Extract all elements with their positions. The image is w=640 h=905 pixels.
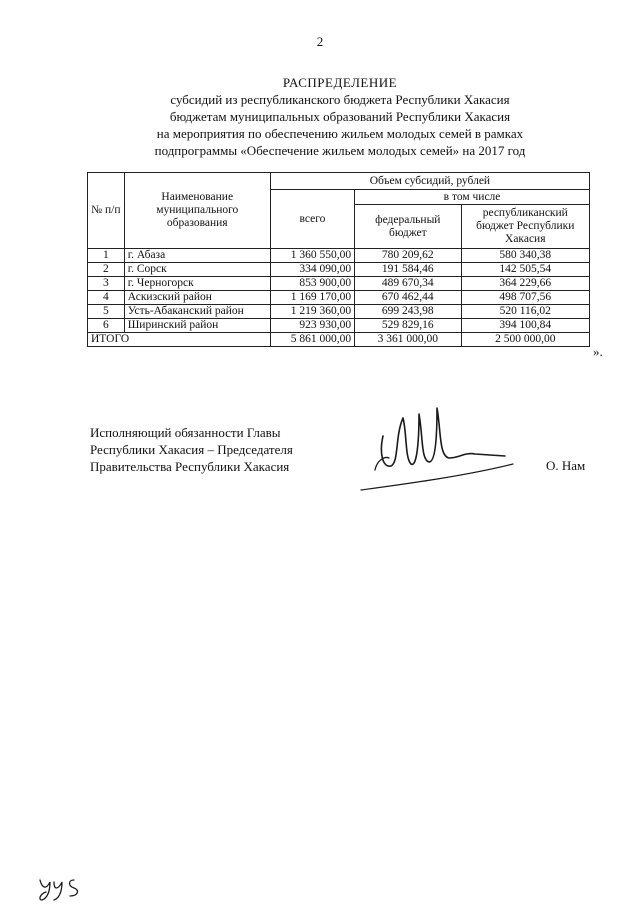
table-row: [88, 263, 590, 277]
row-num: 5: [88, 305, 125, 319]
signatory-line-2: Республики Хакасия – Председателя: [90, 442, 293, 457]
header-volume: Объем субсидий, рублей: [270, 173, 589, 190]
row-name: г. Черногорск: [124, 277, 270, 291]
closing-quote: ».: [593, 344, 603, 359]
row-num: 3: [88, 277, 125, 291]
row-name: Ширинский район: [124, 319, 270, 333]
header-total: всего: [270, 190, 354, 249]
row-federal: 191 584,46: [355, 263, 461, 277]
row-federal: 489 670,34: [355, 277, 461, 291]
subsidy-table: [87, 172, 590, 347]
row-total: 1 219 360,00: [270, 305, 354, 319]
handwritten-signature: [355, 396, 515, 496]
row-num: 2: [88, 263, 125, 277]
row-num: 6: [88, 319, 125, 333]
row-num: 1: [88, 249, 125, 263]
title-heading: РАСПРЕДЕЛЕНИЕ: [282, 75, 398, 90]
row-federal: 699 243,98: [355, 305, 461, 319]
row-total: 1 360 550,00: [270, 249, 354, 263]
totals-row: [88, 333, 590, 347]
row-republican: 142 505,54: [461, 263, 589, 277]
signatory-line-1: Исполняющий обязанности Главы: [90, 425, 281, 440]
row-name: Усть-Абаканский район: [124, 305, 270, 319]
row-total: 853 900,00: [270, 277, 354, 291]
row-republican: 364 229,66: [461, 277, 589, 291]
row-total: 1 169 170,00: [270, 291, 354, 305]
title-line-2: бюджетам муниципальных образований Республики Хакасия: [169, 109, 511, 124]
document-title: [60, 74, 620, 159]
title-line-4: подпрограммы «Обеспечение жильем молодых семей» на 2017 год: [154, 143, 526, 158]
row-republican: 498 707,56: [461, 291, 589, 305]
row-federal: 670 462,44: [355, 291, 461, 305]
page-number: 2: [316, 34, 324, 49]
row-federal: 780 209,62: [355, 249, 461, 263]
row-total: 923 930,00: [270, 319, 354, 333]
table-row: [88, 319, 590, 333]
row-republican: 580 340,38: [461, 249, 589, 263]
header-name: Наименование муниципального образования: [124, 173, 270, 249]
table-row: [88, 249, 590, 263]
title-line-3: на мероприятия по обеспечению жильем молодых семей в рамках: [156, 126, 524, 141]
row-name: г. Сорск: [124, 263, 270, 277]
table-row: [88, 277, 590, 291]
header-num: № п/п: [88, 173, 125, 249]
signatory-line-3: Правительства Республики Хакасия: [90, 459, 290, 474]
table-row: [88, 305, 590, 319]
row-name: Аскизский район: [124, 291, 270, 305]
totals-label: ИТОГО: [88, 333, 271, 347]
handwritten-initials: [36, 868, 92, 902]
row-republican: 520 116,02: [461, 305, 589, 319]
signer-name: О. Нам: [546, 458, 586, 473]
row-total: 334 090,00: [270, 263, 354, 277]
totals-republican: 2 500 000,00: [461, 333, 589, 347]
row-num: 4: [88, 291, 125, 305]
totals-federal: 3 361 000,00: [355, 333, 461, 347]
table-row: [88, 291, 590, 305]
row-name: г. Абаза: [124, 249, 270, 263]
title-line-1: субсидий из республиканского бюджета Республики Хакасия: [170, 92, 510, 107]
row-republican: 394 100,84: [461, 319, 589, 333]
signatory-title: [90, 424, 293, 475]
totals-total: 5 861 000,00: [270, 333, 354, 347]
header-including: в том числе: [355, 190, 590, 205]
row-federal: 529 829,16: [355, 319, 461, 333]
header-federal: федеральный бюджет: [355, 205, 461, 249]
header-republican: республиканский бюджет Республики Хакасия: [461, 205, 589, 249]
